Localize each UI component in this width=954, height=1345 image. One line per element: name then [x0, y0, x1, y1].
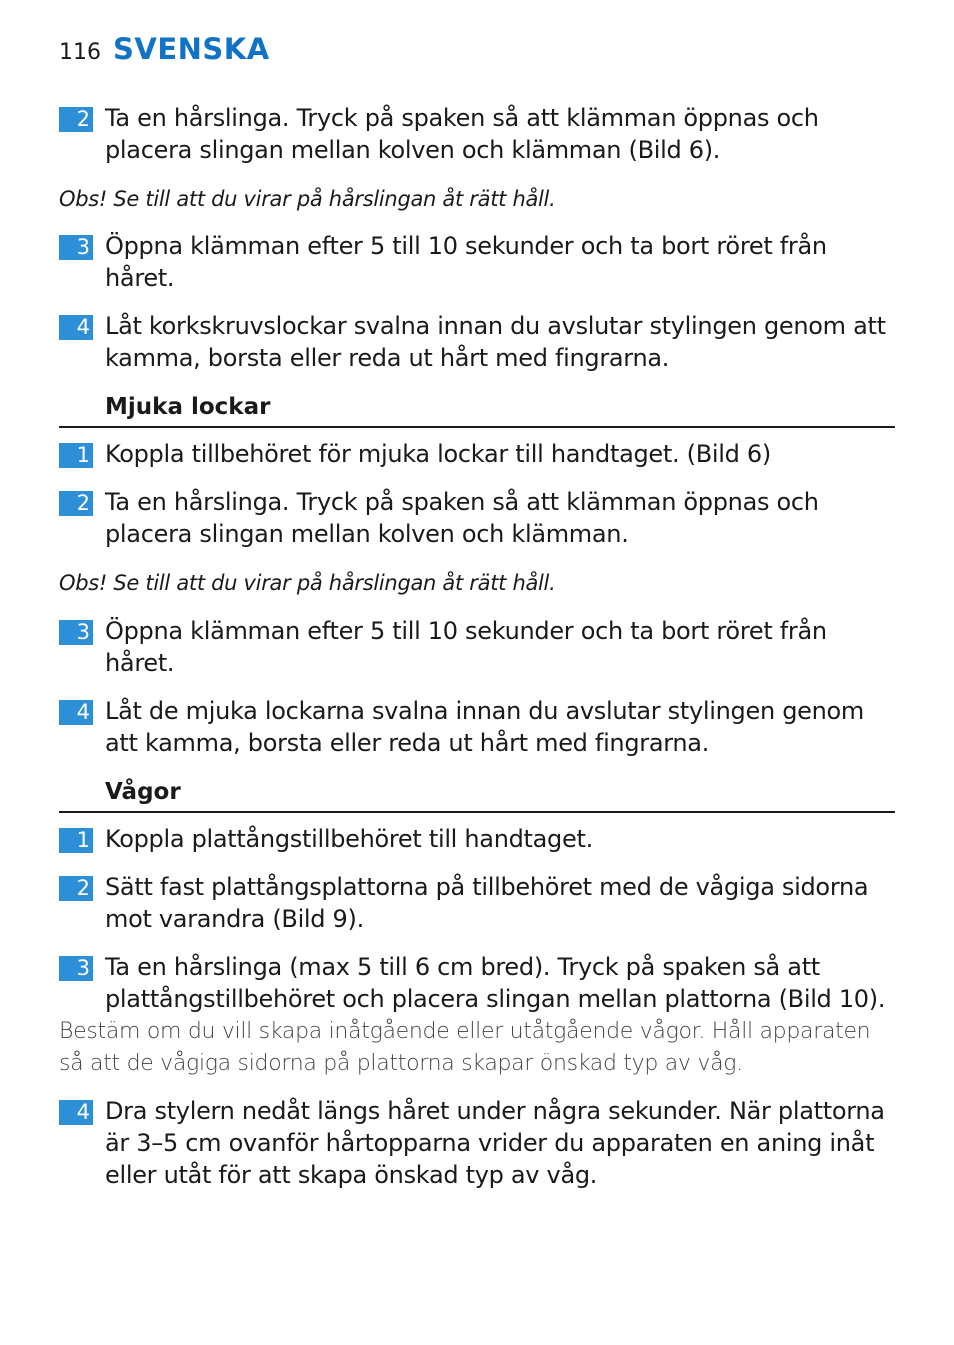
step-item — [59, 871, 899, 935]
step-number-badge: 2 — [59, 876, 93, 901]
step-number-badge: 4 — [59, 1100, 93, 1125]
subsection-heading — [59, 775, 895, 813]
step-number-badge: 1 — [59, 828, 93, 853]
step-number-badge: 1 — [59, 443, 93, 468]
step-item — [59, 438, 899, 470]
step-item — [59, 823, 899, 855]
step-number-badge: 3 — [59, 956, 93, 981]
note: Obs! Se till att du virar på hårslingan åt rätt håll. — [59, 571, 556, 595]
subsection-heading-label: Vågor — [105, 779, 181, 805]
step-item — [59, 486, 899, 550]
step-text: Ta en hårslinga. Tryck på spaken så att klämman öppnas och placera slingan mellan kolven och klämman. — [105, 488, 819, 548]
step-text: Koppla tillbehöret för mjuka lockar till handtaget. (Bild 6) — [105, 440, 771, 468]
step-item — [59, 102, 899, 166]
note: Obs! Se till att du virar på hårslingan åt rätt håll. — [59, 187, 556, 211]
step-number-badge: 3 — [59, 620, 93, 645]
step-number-badge: 4 — [59, 315, 93, 340]
step-number-badge: 2 — [59, 107, 93, 132]
step-text: Koppla plattångstillbehöret till handtaget. — [105, 825, 593, 853]
step-item — [59, 695, 899, 759]
step-item — [59, 310, 899, 374]
page-number: 116 — [59, 40, 101, 65]
step-item — [59, 615, 899, 679]
step-text: Öppna klämman efter 5 till 10 sekunder och ta bort röret från håret. — [105, 617, 827, 677]
step-text: Öppna klämman efter 5 till 10 sekunder och ta bort röret från håret. — [105, 232, 827, 292]
step-text: Låt de mjuka lockarna svalna innan du avslutar stylingen genom att kamma, borsta eller reda ut hårt med fingrarna. — [105, 697, 864, 757]
step-text: Låt korkskruvslockar svalna innan du avslutar stylingen genom att kamma, borsta eller reda ut hårt med fingrarna. — [105, 312, 886, 372]
step-number-badge: 3 — [59, 235, 93, 260]
subsection-heading — [59, 390, 895, 428]
step-text: Dra stylern nedåt längs håret under några sekunder. När plattorna är 3–5 cm ovanför hårtopparna vrider du apparaten en aning inåt eller utåt för att skapa önskad typ av våg. — [105, 1097, 885, 1189]
step-number-badge: 4 — [59, 700, 93, 725]
step-item — [59, 951, 899, 1015]
step-text: Ta en hårslinga (max 5 till 6 cm bred). Tryck på spaken så att plattångstillbehöret och placera slingan mellan plattorna (Bild 10). — [105, 953, 886, 1013]
page-header — [59, 32, 270, 76]
subsection-heading-label: Mjuka lockar — [105, 394, 271, 420]
paragraph: Bestäm om du vill skapa inåtgående eller utåtgående vågor. Håll apparaten så att de vågiga sidorna på plattorna skapar önskad typ av våg. — [59, 1019, 871, 1076]
step-item — [59, 230, 899, 294]
section-title: SVENSKA — [113, 32, 270, 66]
step-text: Sätt fast plattångsplattorna på tillbehöret med de vågiga sidorna mot varandra (Bild 9). — [105, 873, 869, 933]
step-text: Ta en hårslinga. Tryck på spaken så att klämman öppnas och placera slingan mellan kolven och klämman (Bild 6). — [105, 104, 819, 164]
step-number-badge: 2 — [59, 491, 93, 516]
step-item — [59, 1095, 899, 1191]
